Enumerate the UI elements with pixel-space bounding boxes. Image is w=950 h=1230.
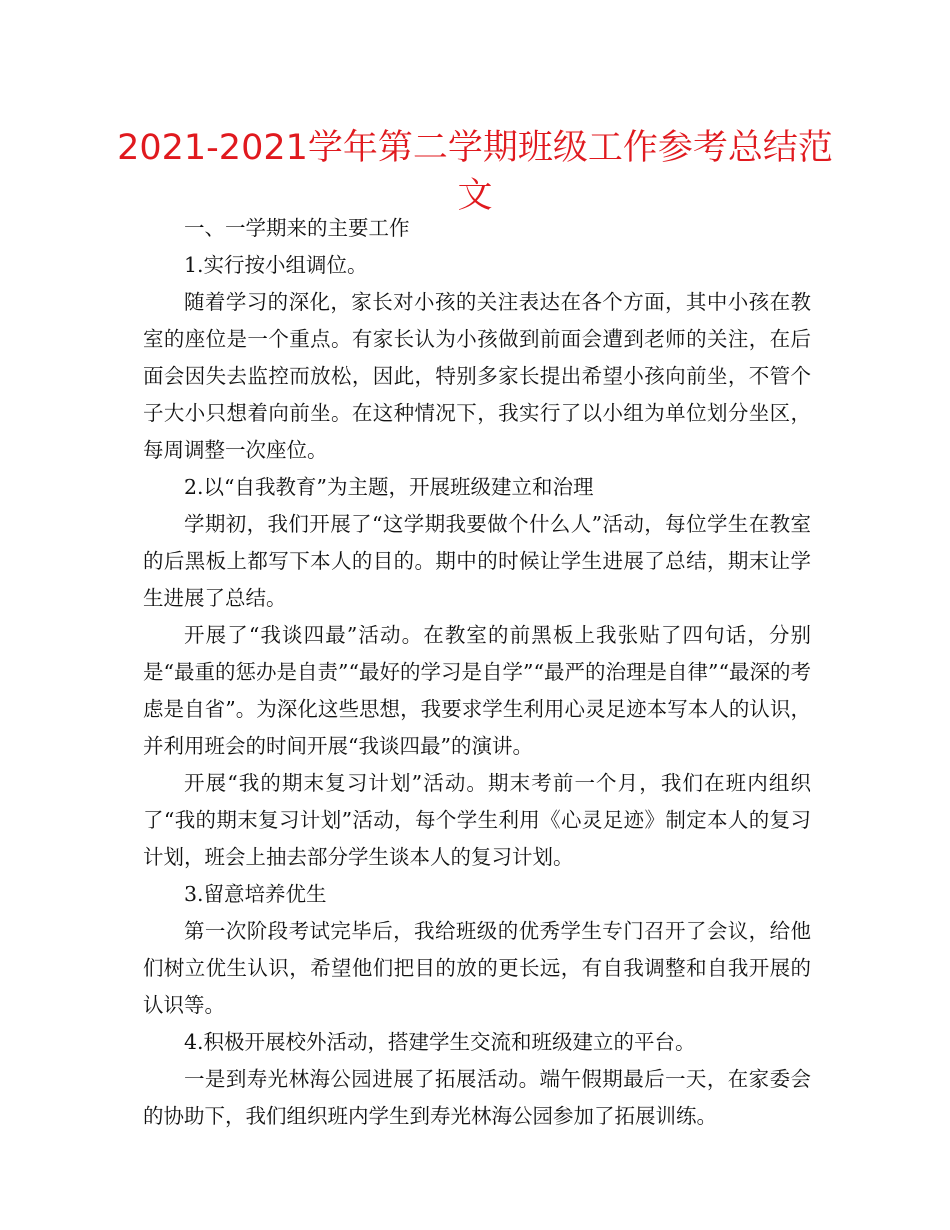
paragraph: 第一次阶段考试完毕后，我给班级的优秀学生专门召开了会议，给他们树立优生认识，希望他们把目的放的更长远，有自我调整和自我开展的认识等。 (143, 919, 811, 1017)
item-heading-3: 3.留意培养优生 (184, 882, 327, 906)
paragraph: 开展了“我谈四最”活动。在教室的前黑板上我张贴了四句话，分别是“最重的惩办是自责”“最好的学习是自学”“最严的治理是自律”“最深的考虑是自省”。为深化这些思想，我要求学生利用心灵足迹本写本人的认识，并利用班会的时间开展“我谈四最”的演讲。 (143, 623, 811, 758)
document-body (143, 210, 811, 1135)
item-heading-4: 4.积极开展校外活动，搭建学生交流和班级建立的平台。 (184, 1030, 696, 1054)
document-title: 2021-2021学年第二学期班级工作参考总结范文 (117, 128, 833, 216)
paragraph: 随着学习的深化，家长对小孩的关注表达在各个方面，其中小孩在教室的座位是一个重点。有家长认为小孩做到前面会遭到老师的关注，在后面会因失去监控而放松，因此，特别多家长提出希望小孩向前坐，不管个子大小只想着向前坐。在这种情况下，我实行了以小组为单位划分坐区，每周调整一次座位。 (143, 290, 811, 462)
paragraph: 一是到寿光林海公园进展了拓展活动。端午假期最后一天，在家委会的协助下，我们组织班内学生到寿光林海公园参加了拓展训练。 (143, 1067, 811, 1128)
paragraph: 开展“我的期末复习计划”活动。期末考前一个月，我们在班内组织了“我的期末复习计划”活动，每个学生利用《心灵足迹》制定本人的复习计划，班会上抽去部分学生谈本人的复习计划。 (143, 771, 811, 869)
section-heading-main-work: 一、一学期来的主要工作 (184, 216, 410, 240)
paragraph: 学期初，我们开展了“这学期我要做个什么人”活动，每位学生在教室的后黑板上都写下本人的目的。期中的时候让学生进展了总结，期末让学生进展了总结。 (143, 512, 811, 610)
item-heading-2: 2.以“自我教育”为主题，开展班级建立和治理 (184, 475, 594, 499)
item-heading-1: 1.实行按小组调位。 (184, 253, 368, 277)
